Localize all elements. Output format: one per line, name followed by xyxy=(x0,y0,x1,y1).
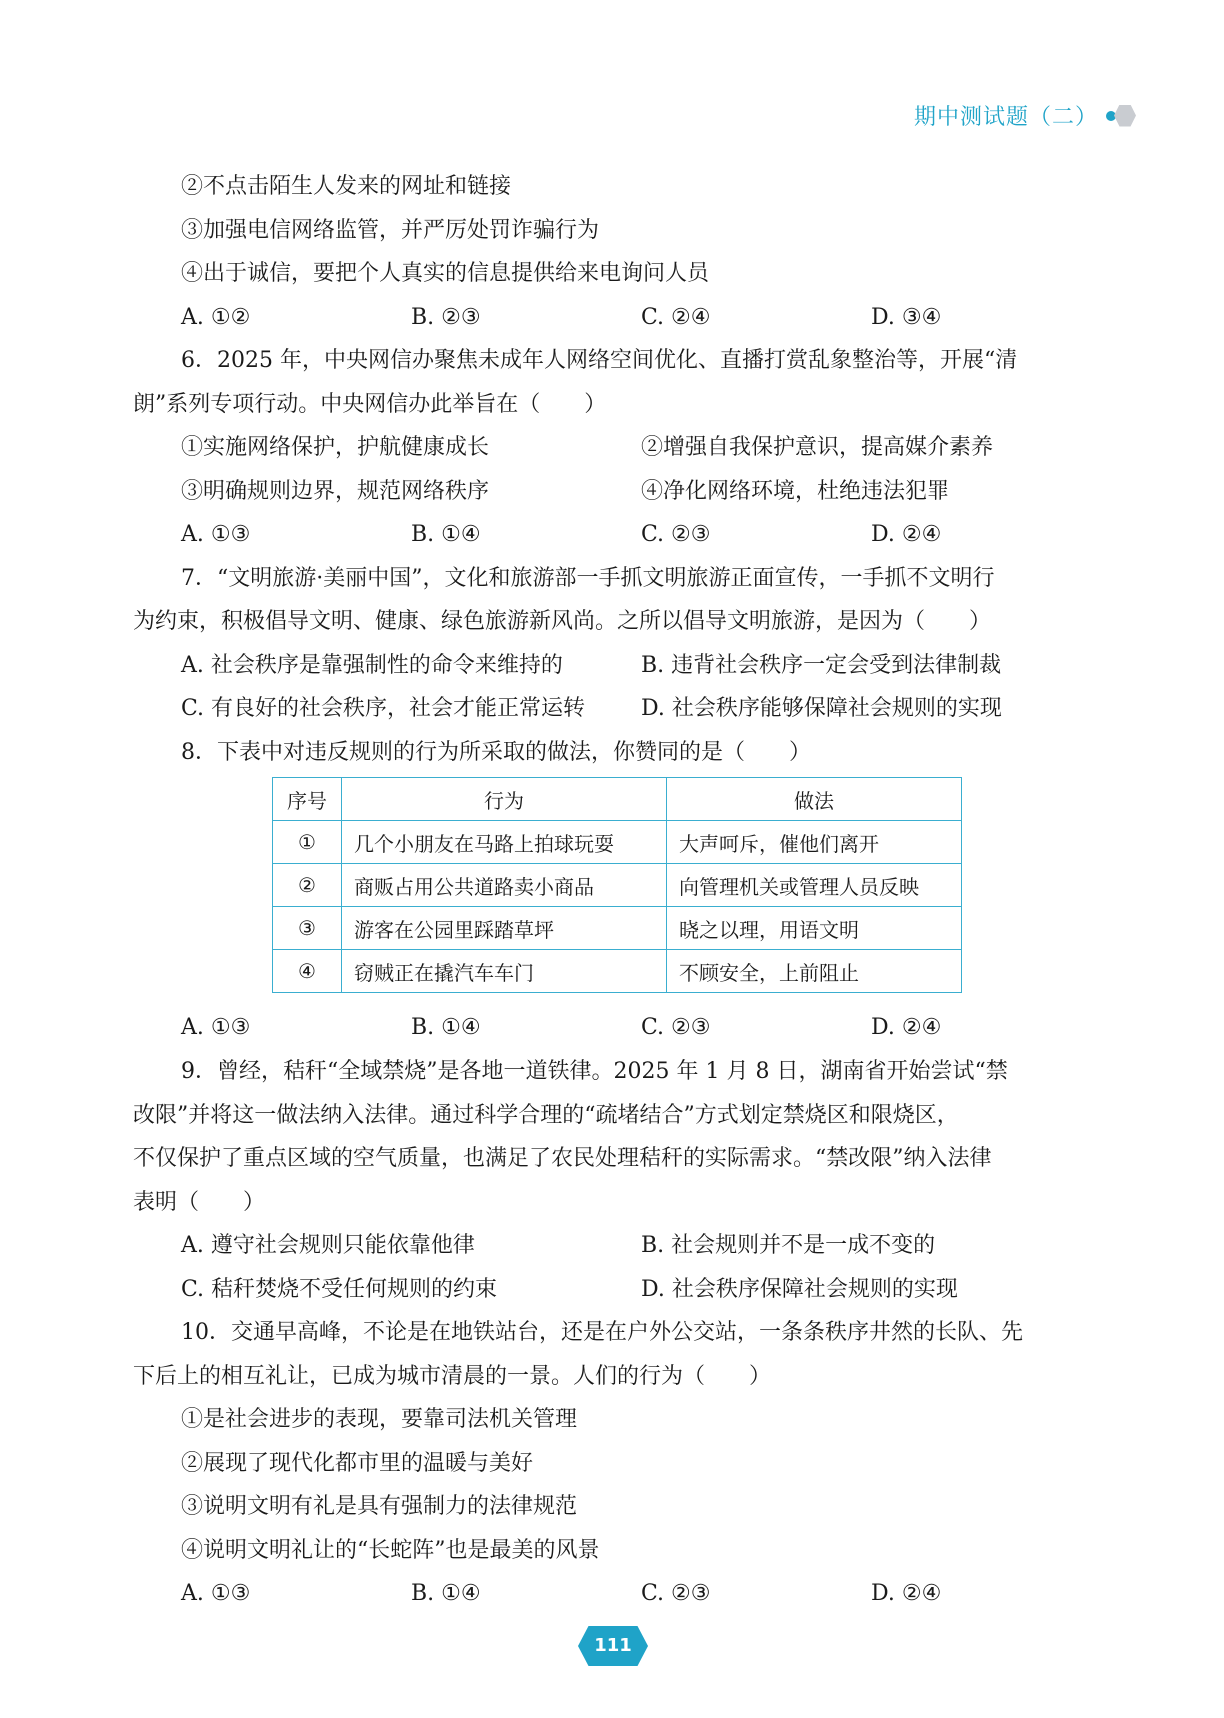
statement-3: ③加强电信网络监管，并严厉处罚诈骗行为 xyxy=(181,217,600,243)
option-a: A. ①③ xyxy=(181,1015,251,1040)
table-cell: ③ xyxy=(273,907,342,950)
table-cell: 大声呵斥，催他们离开 xyxy=(667,821,962,864)
header-decoration-icon xyxy=(1106,105,1136,127)
option-d: D. ②④ xyxy=(871,522,942,547)
page-number: 111 xyxy=(594,1635,632,1656)
option-d: D. 社会秩序能够保障社会规则的实现 xyxy=(641,696,1002,721)
questions-part-1 xyxy=(133,165,1103,774)
page-header xyxy=(914,100,1136,131)
q7-stem-line1: 7．“文明旅游·美丽中国”，文化和旅游部一手抓文明旅游正面宣传，一手抓不文明行 xyxy=(181,565,995,591)
option-d: D. ②④ xyxy=(871,1015,942,1040)
table-header-cell: 序号 xyxy=(273,778,342,821)
table-cell: 向管理机关或管理人员反映 xyxy=(667,864,962,907)
statement-2: ②不点击陌生人发来的网址和链接 xyxy=(181,174,512,199)
q8-options xyxy=(133,1006,1103,1050)
q10-item-2: ②展现了现代化都市里的温暖与美好 xyxy=(181,1450,534,1476)
table-cell: ① xyxy=(273,821,342,864)
option-b: B. ①④ xyxy=(411,1581,481,1606)
table-header-cell: 行为 xyxy=(342,778,667,821)
q10-item-3: ③说明文明有礼是具有强制力的法律规范 xyxy=(181,1494,578,1519)
option-d: D. ②④ xyxy=(871,1581,942,1606)
q6-items-row1 xyxy=(133,426,1103,470)
table-cell: 几个小朋友在马路上拍球玩耍 xyxy=(342,821,667,864)
q6-item-2: ②增强自我保护意识，提高媒介素养 xyxy=(641,435,994,460)
table-header-row xyxy=(273,778,962,821)
table-cell: 晓之以理，用语文明 xyxy=(667,907,962,950)
q9-stem-line2: 改限”并将这一做法纳入法律。通过科学合理的“疏堵结合”方式划定禁烧区和限烧区， xyxy=(133,1102,959,1128)
page-number-badge xyxy=(578,1626,648,1666)
table-cell: ② xyxy=(273,864,342,907)
option-b: B. ②③ xyxy=(411,304,481,330)
option-a: A. ①③ xyxy=(181,1581,251,1606)
q6-stem-line2: 朗”系列专项行动。中央网信办此举旨在（ ） xyxy=(133,391,607,417)
option-b: B. 违背社会秩序一定会受到法律制裁 xyxy=(641,652,1002,678)
q7-options-row1 xyxy=(133,644,1103,688)
q10-stem-line1: 10．交通早高峰，不论是在地铁站台，还是在户外公交站，一条条秩序井然的长队、先 xyxy=(181,1320,1023,1345)
table-cell: 不顾安全，上前阻止 xyxy=(667,950,962,993)
option-a: A. 遵守社会规则只能依靠他律 xyxy=(181,1233,475,1258)
q10-item-1: ①是社会进步的表现，要靠司法机关管理 xyxy=(181,1407,578,1432)
q5-options xyxy=(133,296,1103,340)
table-header-cell: 做法 xyxy=(667,778,962,821)
q6-items-row2 xyxy=(133,470,1103,514)
option-c: C. ②③ xyxy=(641,1015,711,1040)
option-c: C. ②③ xyxy=(641,522,711,547)
q10-options xyxy=(133,1572,1103,1616)
q10-item-4: ④说明文明礼让的“长蛇阵”也是最美的风景 xyxy=(181,1537,600,1563)
q7-stem-line2: 为约束，积极倡导文明、健康、绿色旅游新风尚。之所以倡导文明旅游，是因为（ ） xyxy=(133,609,992,634)
q8-stem: 8．下表中对违反规则的行为所采取的做法，你赞同的是（ ） xyxy=(181,739,811,765)
q10-stem-line2: 下后上的相互礼让，已成为城市清晨的一景。人们的行为（ ） xyxy=(133,1363,772,1389)
option-b: B. 社会规则并不是一成不变的 xyxy=(641,1233,936,1258)
table-cell: 窃贼正在撬汽车车门 xyxy=(342,950,667,993)
q9-stem-line4: 表明（ ） xyxy=(133,1189,266,1215)
q8-options-block xyxy=(133,1006,1103,1050)
option-a: A. ①② xyxy=(181,304,251,330)
questions-part-2 xyxy=(133,1050,1103,1616)
table-cell: 游客在公园里踩踏草坪 xyxy=(342,907,667,950)
table-cell: 商贩占用公共道路卖小商品 xyxy=(342,864,667,907)
q6-item-4: ④净化网络环境，杜绝违法犯罪 xyxy=(641,478,950,504)
option-c: C. ②③ xyxy=(641,1581,711,1606)
option-a: A. 社会秩序是靠强制性的命令来维持的 xyxy=(181,652,563,678)
table-row xyxy=(273,907,962,950)
statement-4: ④出于诚信，要把个人真实的信息提供给来电询问人员 xyxy=(181,261,710,286)
table-row xyxy=(273,821,962,864)
q7-options-row2 xyxy=(133,687,1103,731)
q9-options-row1 xyxy=(133,1224,1103,1268)
q6-item-3: ③明确规则边界，规范网络秩序 xyxy=(181,478,490,504)
q6-stem-line1: 6．2025 年，中央网信办聚焦未成年人网络空间优化、直播打赏乱象整治等，开展“清 xyxy=(181,348,1018,373)
option-b: B. ①④ xyxy=(411,1015,481,1040)
q6-options xyxy=(133,513,1103,557)
option-c: C. ②④ xyxy=(641,304,711,330)
header-title: 期中测试题（二） xyxy=(913,105,1098,130)
option-b: B. ①④ xyxy=(411,522,481,547)
option-a: A. ①③ xyxy=(181,522,251,547)
table-cell: ④ xyxy=(273,950,342,993)
q9-stem-line3: 不仅保护了重点区域的空气质量，也满足了农民处理秸秆的实际需求。“禁改限”纳入法律 xyxy=(133,1146,992,1171)
rules-table xyxy=(272,777,962,993)
q9-stem-line1: 9．曾经，秸秆“全域禁烧”是各地一道铁律。2025 年 1 月 8 日，湖南省开始尝试“禁 xyxy=(181,1059,1008,1084)
table-row xyxy=(273,864,962,907)
q6-item-1: ①实施网络保护，护航健康成长 xyxy=(181,435,490,460)
option-d: D. 社会秩序保障社会规则的实现 xyxy=(641,1276,958,1302)
option-c: C. 有良好的社会秩序，社会才能正常运转 xyxy=(181,696,586,721)
option-d: D. ③④ xyxy=(871,304,942,330)
q9-options-row2 xyxy=(133,1268,1103,1312)
option-c: C. 秸秆焚烧不受任何规则的约束 xyxy=(181,1276,498,1302)
table-row xyxy=(273,950,962,993)
